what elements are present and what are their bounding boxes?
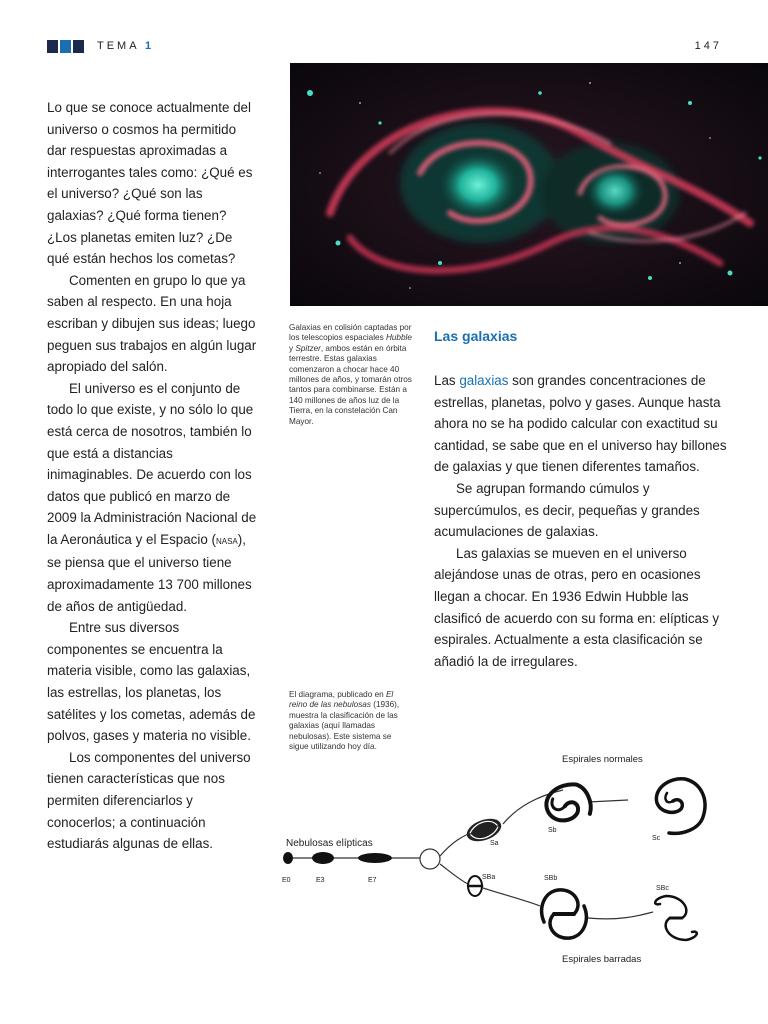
activity-paragraph: Comenten en grupo lo que ya saben al respecto. En una hoja escriban y dibujen sus ideas; luego peguen sus trabajos en algún lugar apropiado del salón.: [47, 272, 257, 375]
label-sbc: SBc: [656, 885, 669, 892]
tema-number: 1: [145, 40, 152, 52]
components-paragraph: Entre sus diversos componentes se encuentra la materia visible, como las galaxias, las estrellas, los planetas, los satélites y los cometas, además de polvos, gases y materia no visible.: [47, 620, 256, 744]
galaxies-definition-paragraph: Las galaxias son grandes concentraciones de estrellas, planetas, polvo y gases. Aunque hasta ahora no se ha podido calcular con exactitud su cantidad, se sabe que en el universo hay billones de galaxias y que tienen diferentes tamaños.: [434, 373, 727, 475]
glossary-term-galaxias[interactable]: galaxias: [459, 373, 509, 388]
header-color-blocks: [47, 40, 84, 53]
left-column-text: [47, 97, 257, 855]
universe-paragraph: El universo es el conjunto de todo lo que existe, y no sólo lo que está cerca de nosotros, también lo que está a distancias inimaginables. De acuerdo con los datos que publicó en marzo de 2009 la Administración Nacional de la Aeronáutica y el Espacio (nasa), se piensa que el universo tiene aproximadamente 13 700 millones de años de antigüedad.: [47, 380, 257, 614]
label-espirales-normales: Espirales normales: [562, 754, 643, 765]
intro-paragraph: Lo que se conoce actualmente del universo o cosmos ha permitido dar respuestas aproximadas a interrogantes tales como: ¿Qué es el universo? ¿Qué son las galaxias? ¿Qué forma tienen? ¿Los planetas emiten luz? ¿De qué están hechos los cometas?: [47, 100, 253, 267]
header-block: [47, 40, 58, 53]
colliding-galaxies-photo: [290, 63, 768, 306]
normal-spiral-icons: [464, 779, 705, 846]
page-number: 147: [694, 40, 722, 52]
label-espirales-barradas: Espirales barradas: [562, 954, 642, 965]
photo-caption: Galaxias en colisión captadas por los telescopios espaciales Hubble y Spitzer, ambos están en órbita terrestre. Estas galaxias comenzaron a chocar hace 40 millones de años, y tomarán otros tantos para combinarse. Están a 140 millones de años luz de la Tierra, en la constelación Can Mayor.: [289, 323, 412, 426]
label-e0: E0: [282, 877, 291, 884]
label-e3: E3: [316, 877, 325, 884]
hubble-paragraph: Las galaxias se mueven en el universo alejándose unas de otras, pero en ocasiones llegan a chocar. En 1936 Edwin Hubble las clasificó de acuerdo con su forma en: elípticas y espirales. Actualmente a esta clasificación se añadió la de irregulares.: [434, 545, 720, 669]
characteristics-paragraph: Los componentes del universo tienen características que nos permiten diferenciarlos y conocerlos; a continuación estudiarás algunas de ellas.: [47, 749, 251, 852]
label-e7: E7: [368, 877, 377, 884]
clusters-paragraph: Se agrupan formando cúmulos y supercúmulos, es decir, pequeñas y grandes acumulaciones de galaxias.: [434, 480, 700, 540]
label-sbb: SBb: [544, 875, 558, 882]
header-block: [60, 40, 71, 53]
label-sa: Sa: [490, 840, 499, 847]
diagram-caption: El diagrama, publicado en El reino de las nebulosas (1936), muestra la clasificación de las galaxias (aquí llamadas nebulosas). Este sistema se sigue utilizando hoy día.: [289, 690, 400, 752]
chapter-label: [97, 40, 151, 52]
header-block: [73, 40, 84, 53]
label-nebulosas-elipticas: Nebulosas elípticas: [286, 838, 373, 849]
tema-label: TEMA: [97, 40, 139, 52]
section-title: Las galaxias: [434, 328, 518, 344]
s0-galaxy-icon: [420, 849, 440, 869]
right-column-text: [434, 370, 730, 672]
label-sc: Sc: [652, 835, 661, 842]
hubble-classification-diagram: [278, 746, 728, 986]
label-sb: Sb: [548, 827, 557, 834]
label-sba: SBa: [482, 874, 496, 881]
nasa-abbreviation: nasa: [215, 534, 238, 547]
